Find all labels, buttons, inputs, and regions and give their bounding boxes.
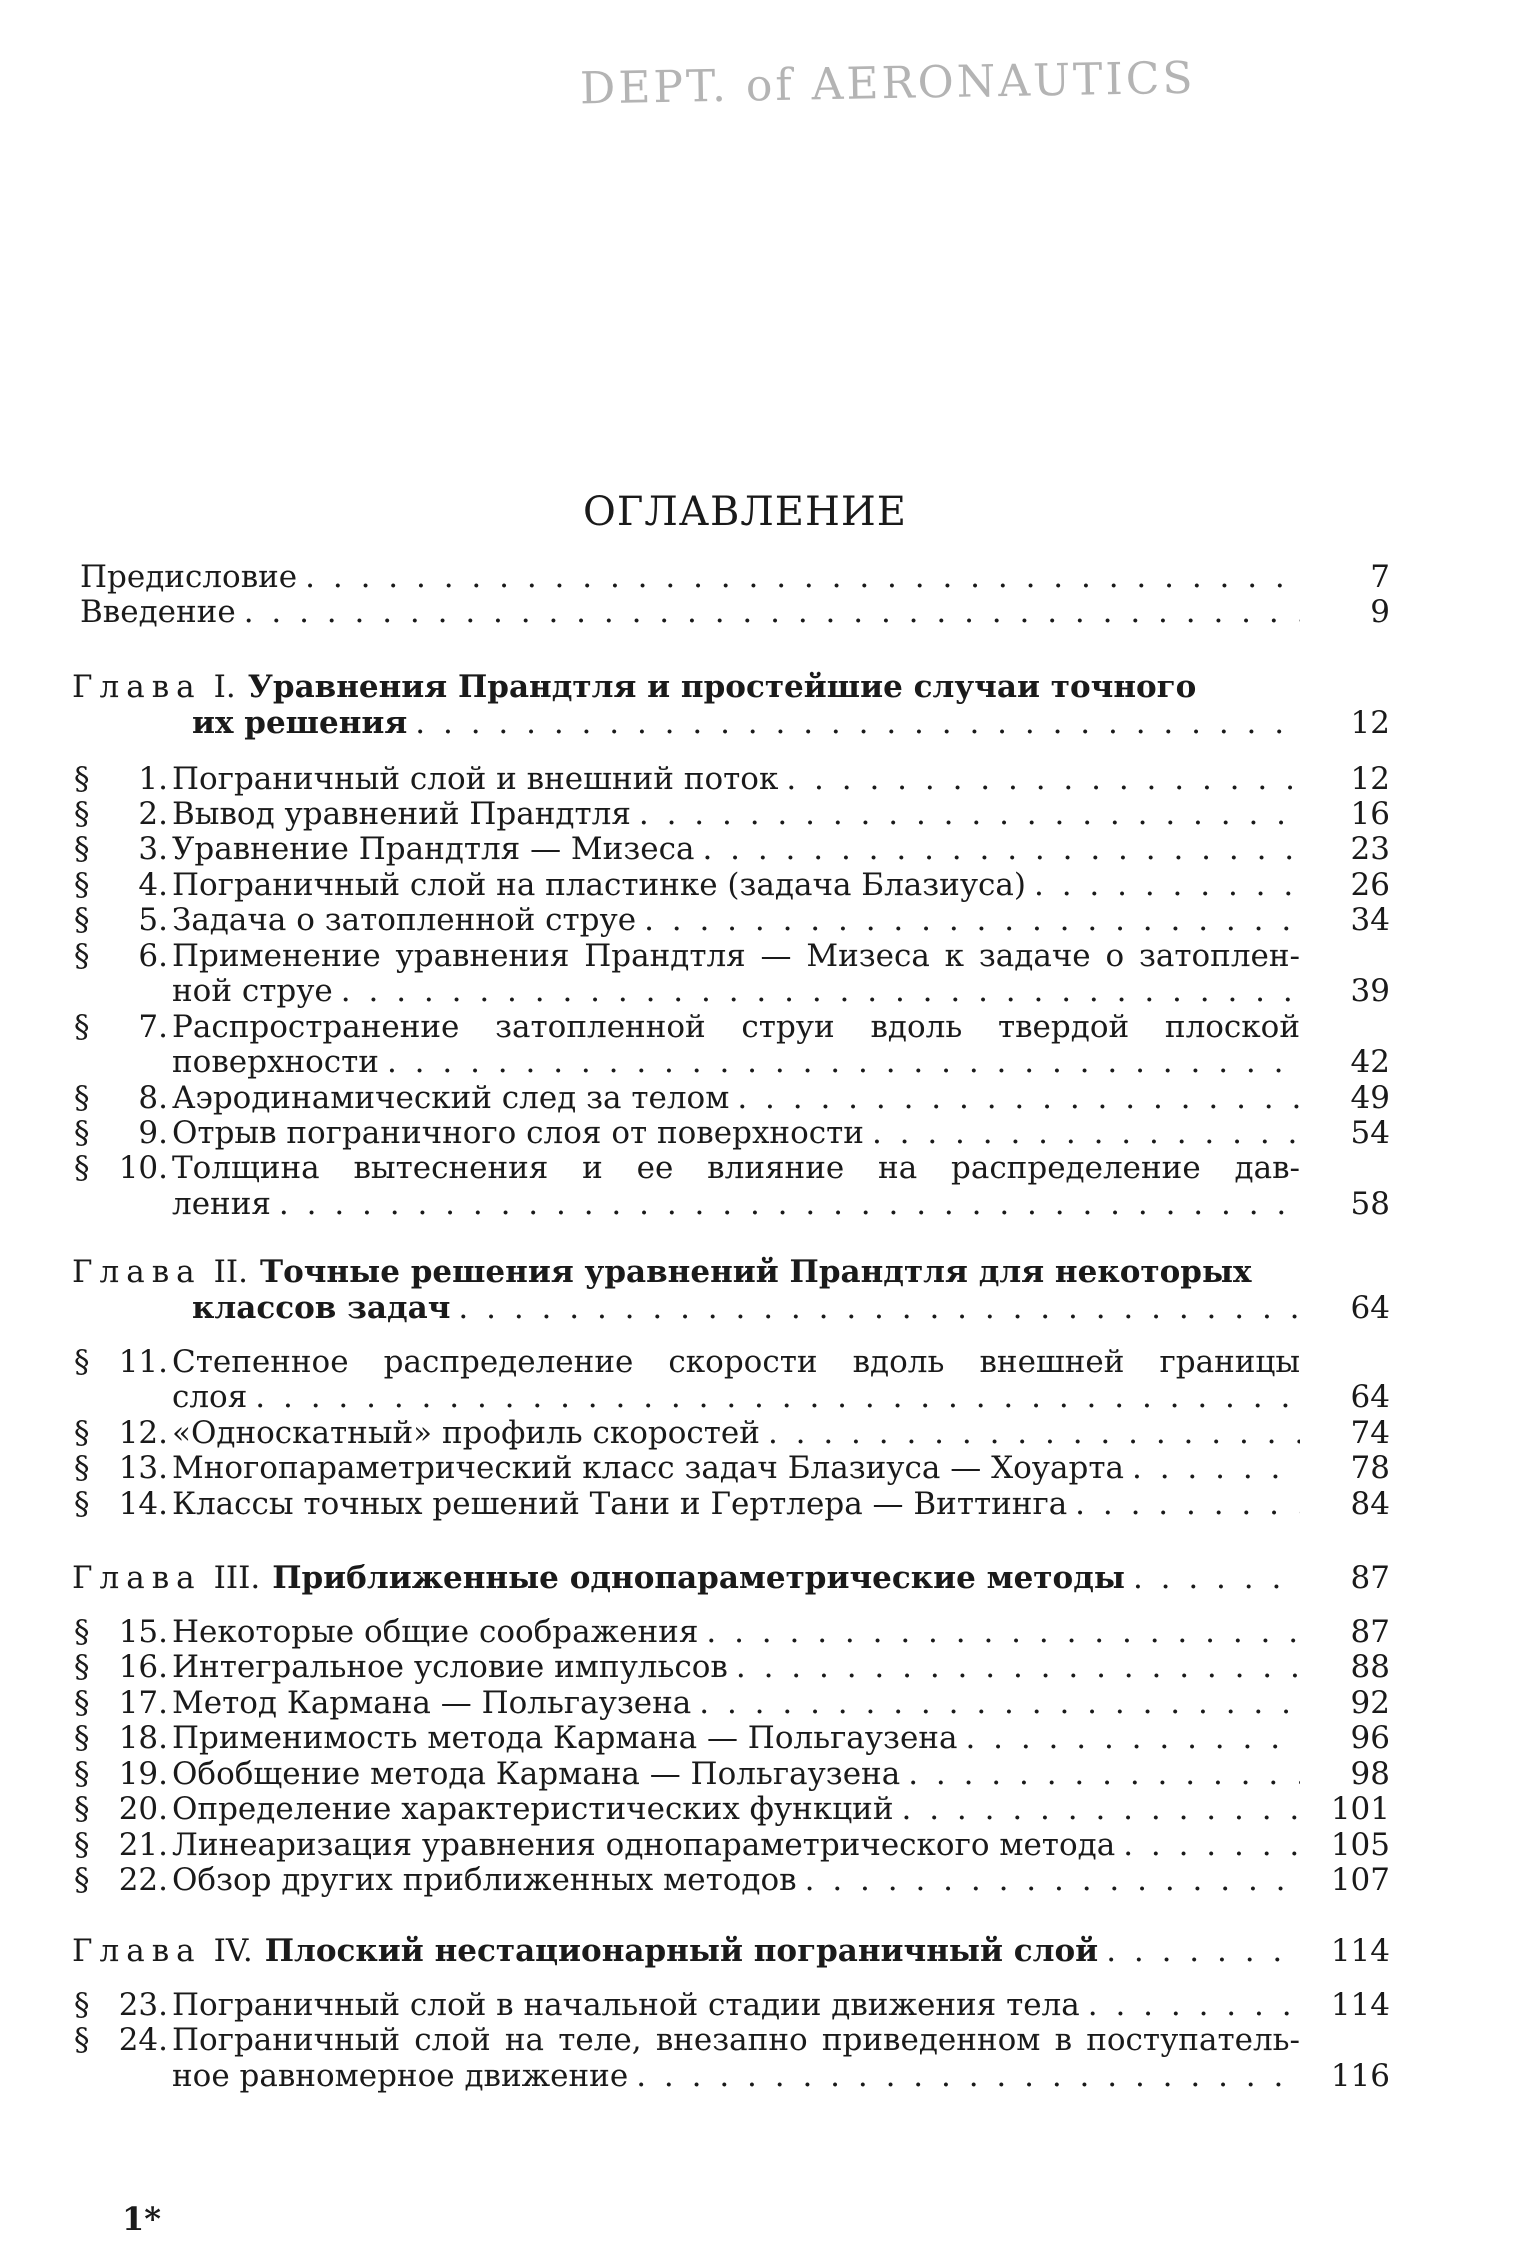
toc-section-1[interactable] <box>172 760 1300 798</box>
section-sign: § <box>74 1080 90 1116</box>
section-title: Пограничный слой на пластинке (задача Блазиуса) <box>172 867 1026 903</box>
section-number: 1. <box>138 761 168 797</box>
section-title: Многопараметрический класс задач Блазиуса — Хоуарта <box>172 1450 1124 1486</box>
section-title: Линеаризация уравнения однопараметрического метода <box>172 1827 1116 1863</box>
section-sign: § <box>74 2022 90 2058</box>
section-sign: § <box>74 1685 90 1721</box>
toc-section-4[interactable] <box>172 866 1300 904</box>
section-number: 13. <box>118 1450 168 1486</box>
section-number: 7. <box>138 1009 168 1045</box>
section-page: 39 <box>1350 973 1390 1009</box>
leader-dots <box>1133 1559 1300 1597</box>
section-sign: § <box>74 1115 90 1151</box>
leader-dots <box>901 1790 1300 1828</box>
section-title: Определение характеристических функций <box>172 1791 894 1827</box>
chapter-page: 114 <box>1330 1933 1390 1969</box>
section-page: 114 <box>1330 1987 1390 2023</box>
section-page: 96 <box>1350 1720 1390 1756</box>
section-page: 58 <box>1350 1186 1390 1222</box>
printer-signature: 1* <box>122 2200 161 2238</box>
leader-dots <box>244 593 1300 631</box>
section-sign: § <box>74 867 90 903</box>
section-title-cont: поверхности <box>172 1044 379 1080</box>
section-page: 98 <box>1350 1756 1390 1792</box>
section-number: 6. <box>138 938 168 974</box>
library-stamp: DEPT. of AERONAUTICS <box>579 52 1197 115</box>
leader-dots <box>1034 866 1300 904</box>
chapter-1-heading[interactable] <box>72 668 1302 706</box>
chapter-2-heading[interactable] <box>72 1253 1302 1291</box>
chapter-4-heading[interactable] <box>72 1932 1300 1970</box>
section-page: 26 <box>1350 867 1390 903</box>
leader-dots <box>1123 1826 1300 1864</box>
section-number: 16. <box>118 1649 168 1685</box>
toc-entry-title: Предисловие <box>80 559 298 595</box>
section-title: Обобщение метода Кармана — Польгаузена <box>172 1756 901 1792</box>
leader-dots <box>644 901 1300 939</box>
page-title: ОГЛАВЛЕНИЕ <box>583 488 907 535</box>
section-sign: § <box>74 796 90 832</box>
leader-dots <box>768 1414 1300 1452</box>
leader-dots <box>255 1378 1300 1416</box>
section-page: 34 <box>1350 902 1390 938</box>
section-title: Обзор других приближенных методов <box>172 1862 797 1898</box>
leader-dots <box>786 760 1300 798</box>
chapter-title: Приближенные однопараметрические методы <box>272 1560 1125 1596</box>
leader-dots <box>387 1043 1300 1081</box>
section-sign: § <box>74 1009 90 1045</box>
leader-dots <box>1088 1986 1300 2024</box>
toc-section-9[interactable] <box>172 1114 1300 1152</box>
toc-section-22[interactable] <box>172 1861 1300 1899</box>
section-number: 23. <box>118 1987 168 2023</box>
leader-dots <box>1075 1485 1300 1523</box>
section-page: 88 <box>1350 1649 1390 1685</box>
section-title: Интегральное условие импульсов <box>172 1649 728 1685</box>
section-number: 18. <box>118 1720 168 1756</box>
section-title: Вывод уравнений Прандтля <box>172 796 631 832</box>
section-title[interactable]: Применение уравнения Прандтля — Мизеса к задаче о затоплен- <box>172 938 1300 974</box>
chapter-2-heading-cont[interactable] <box>192 1289 1300 1327</box>
toc-section-6-cont[interactable] <box>172 972 1300 1010</box>
toc-section-12[interactable] <box>172 1414 1300 1452</box>
chapter-1-heading-cont[interactable] <box>192 704 1300 742</box>
toc-section-10-cont[interactable] <box>172 1185 1300 1223</box>
chapter-title: Точные решения уравнений Прандтля для некоторых <box>260 1254 1252 1290</box>
section-page: 87 <box>1350 1614 1390 1650</box>
section-sign: § <box>74 1649 90 1685</box>
leader-dots <box>702 830 1300 868</box>
section-title-cont: слоя <box>172 1379 248 1415</box>
section-sign: § <box>74 1415 90 1451</box>
toc-section-11-cont[interactable] <box>172 1378 1300 1416</box>
section-number: 22. <box>118 1862 168 1898</box>
leader-dots <box>639 795 1300 833</box>
section-sign: § <box>74 1150 90 1186</box>
leader-dots <box>737 1079 1300 1117</box>
toc-section-7-cont[interactable] <box>172 1043 1300 1081</box>
section-number: 4. <box>138 867 168 903</box>
section-number: 20. <box>118 1791 168 1827</box>
section-title: Аэродинамический след за телом <box>172 1080 730 1116</box>
section-page: 23 <box>1350 831 1390 867</box>
section-title: Пограничный слой в начальной стадии движения тела <box>172 1987 1080 2023</box>
section-number: 15. <box>118 1614 168 1650</box>
section-title: Метод Кармана — Польгаузена <box>172 1685 692 1721</box>
section-sign: § <box>74 938 90 974</box>
section-title: Пограничный слой и внешний поток <box>172 761 779 797</box>
chapter-label: Глава <box>72 1933 202 1969</box>
section-number: 12. <box>118 1415 168 1451</box>
leader-dots <box>908 1755 1300 1793</box>
chapter-page: 87 <box>1350 1560 1390 1596</box>
section-title[interactable]: Степенное распределение скорости вдоль внешней границы <box>172 1344 1300 1380</box>
leader-dots <box>279 1185 1300 1223</box>
section-page: 12 <box>1350 761 1390 797</box>
chapter-title: Уравнения Прандтля и простейшие случаи точного <box>247 669 1197 705</box>
section-sign: § <box>74 1486 90 1522</box>
section-title: «Односкатный» профиль скоростей <box>172 1415 760 1451</box>
toc-section-5[interactable] <box>172 901 1300 939</box>
section-number: 9. <box>138 1115 168 1151</box>
section-title: Применимость метода Кармана — Польгаузена <box>172 1720 958 1756</box>
section-page: 92 <box>1350 1685 1390 1721</box>
section-number: 3. <box>138 831 168 867</box>
section-sign: § <box>74 902 90 938</box>
toc-section-19[interactable] <box>172 1755 1300 1793</box>
section-title: Уравнение Прандтля — Мизеса <box>172 831 695 867</box>
leader-dots <box>1132 1449 1300 1487</box>
toc-section-20[interactable] <box>172 1790 1300 1828</box>
chapter-page: 64 <box>1350 1290 1390 1326</box>
leader-dots <box>805 1861 1300 1899</box>
section-sign: § <box>74 1827 90 1863</box>
section-page: 84 <box>1350 1486 1390 1522</box>
toc-section-24-cont[interactable] <box>172 2057 1300 2095</box>
toc-section-2[interactable] <box>172 795 1300 833</box>
section-title-cont: ной струе <box>172 973 333 1009</box>
section-number: 11. <box>118 1344 168 1380</box>
toc-section-18[interactable] <box>172 1719 1300 1757</box>
chapter-page: 12 <box>1350 705 1390 741</box>
section-number: 2. <box>138 796 168 832</box>
section-page: 49 <box>1350 1080 1390 1116</box>
section-number: 8. <box>138 1080 168 1116</box>
section-number: 14. <box>118 1486 168 1522</box>
section-number: 10. <box>118 1150 168 1186</box>
section-page: 101 <box>1330 1791 1390 1827</box>
section-sign: § <box>74 1614 90 1650</box>
section-sign: § <box>74 1344 90 1380</box>
toc-section-14[interactable] <box>172 1485 1300 1523</box>
chapter-numeral: IV. <box>213 1933 253 1969</box>
leader-dots <box>636 2057 1300 2095</box>
toc-section-13[interactable] <box>172 1449 1300 1487</box>
section-sign: § <box>74 1756 90 1792</box>
section-sign: § <box>74 1862 90 1898</box>
section-number: 17. <box>118 1685 168 1721</box>
section-page: 54 <box>1350 1115 1390 1151</box>
leader-dots <box>1106 1932 1300 1970</box>
section-sign: § <box>74 1791 90 1827</box>
leader-dots <box>706 1613 1300 1651</box>
toc-entry-preface[interactable] <box>80 558 1300 596</box>
chapter-3-heading[interactable] <box>72 1559 1300 1597</box>
toc-section-16[interactable] <box>172 1648 1300 1686</box>
leader-dots <box>341 972 1300 1010</box>
toc-section-23[interactable] <box>172 1986 1300 2024</box>
section-page: 116 <box>1330 2058 1390 2094</box>
section-title[interactable]: Толщина вытеснения и ее влияние на распределение дав- <box>172 1150 1300 1186</box>
leader-dots <box>736 1648 1300 1686</box>
section-page: 74 <box>1350 1415 1390 1451</box>
section-title-cont: ное равномерное движение <box>172 2058 629 2094</box>
section-number: 24. <box>118 2022 168 2058</box>
leader-dots <box>458 1289 1300 1327</box>
section-page: 107 <box>1330 1862 1390 1898</box>
leader-dots <box>965 1719 1300 1757</box>
section-number: 21. <box>118 1827 168 1863</box>
toc-entry-title: Введение <box>80 594 236 630</box>
section-title: Задача о затопленной струе <box>172 902 637 938</box>
chapter-numeral: III. <box>213 1560 261 1596</box>
chapter-label: Глава <box>72 669 202 705</box>
toc-entry-page: 7 <box>1370 559 1390 595</box>
leader-dots <box>305 558 1300 596</box>
section-page: 64 <box>1350 1379 1390 1415</box>
toc-entry-page: 9 <box>1370 594 1390 630</box>
toc-section-8[interactable] <box>172 1079 1300 1117</box>
section-sign: § <box>74 1987 90 2023</box>
section-number: 19. <box>118 1756 168 1792</box>
chapter-title-cont: классов задач <box>192 1290 451 1326</box>
section-page: 16 <box>1350 796 1390 832</box>
chapter-label: Глава <box>72 1560 202 1596</box>
section-title: Некоторые общие соображения <box>172 1614 699 1650</box>
section-title: Отрыв пограничного слоя от поверхности <box>172 1115 864 1151</box>
leader-dots <box>415 704 1300 742</box>
section-sign: § <box>74 761 90 797</box>
leader-dots <box>872 1114 1300 1152</box>
section-page: 42 <box>1350 1044 1390 1080</box>
section-title: Классы точных решений Тани и Гертлера — Виттинга <box>172 1486 1068 1522</box>
section-title-cont: ления <box>172 1186 271 1222</box>
chapter-label: Глава <box>72 1254 202 1290</box>
section-title[interactable]: Пограничный слой на теле, внезапно приведенном в поступатель- <box>172 2022 1300 2058</box>
section-page: 78 <box>1350 1450 1390 1486</box>
section-title[interactable]: Распространение затопленной струи вдоль твердой плоской <box>172 1009 1300 1045</box>
section-page: 105 <box>1330 1827 1390 1863</box>
chapter-title: Плоский нестационарный пограничный слой <box>264 1933 1099 1969</box>
toc-entry-introduction[interactable] <box>80 593 1300 631</box>
chapter-title-cont: их решения <box>192 705 408 741</box>
toc-section-15[interactable] <box>172 1613 1300 1651</box>
section-number: 5. <box>138 902 168 938</box>
toc-section-21[interactable] <box>172 1826 1300 1864</box>
chapter-numeral: I. <box>213 669 236 705</box>
toc-section-3[interactable] <box>172 830 1300 868</box>
section-sign: § <box>74 1450 90 1486</box>
toc-section-17[interactable] <box>172 1684 1300 1722</box>
leader-dots <box>699 1684 1300 1722</box>
section-sign: § <box>74 831 90 867</box>
chapter-numeral: II. <box>213 1254 248 1290</box>
section-sign: § <box>74 1720 90 1756</box>
